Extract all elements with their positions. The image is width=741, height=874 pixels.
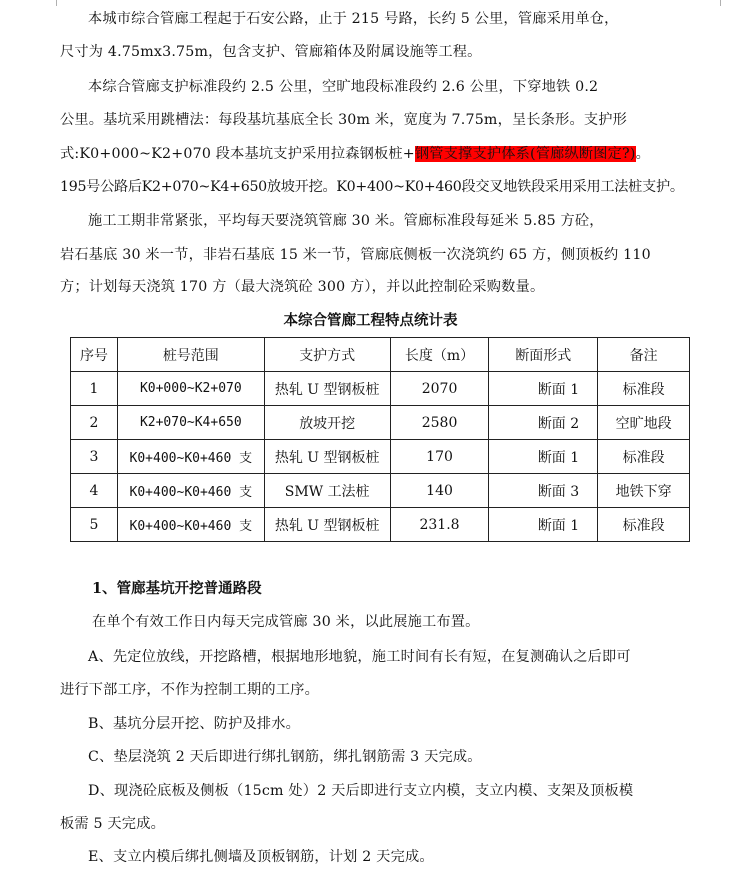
paragraph-2-line-2: 公里。基坑采用跳槽法：每段基坑基底全长 30m 米，宽度为 7.75m，呈长条形。支护形 [60, 112, 628, 128]
header-length: 长度（m） [390, 338, 489, 372]
cell-support-method: 放坡开挖 [264, 406, 390, 440]
paragraph-2-line-3-text: 式:K0+000~K2+070 段本基坑支护采用拉森钢板桩+ [60, 146, 415, 162]
paragraph-3-line-1: 施工工期非常紧张，平均每天要浇筑管廊 30 米。管廊标准段每延米 5.85 方砼， [88, 213, 604, 229]
paragraph-2-line-3 [60, 143, 740, 165]
section-1-item-b: B、基坑分层开挖、防护及排水。 [88, 716, 301, 732]
cell-remark: 标准段 [598, 372, 690, 406]
section-1-item-d-line-1: D、现浇砼底板及侧板（15cm 处）2 天后即进行支立内模，支立内模、支架及顶板模 [88, 783, 634, 799]
cell-station-range: K0+400~K0+460 支 [117, 474, 264, 508]
section-1-intro: 在单个有效工作日内每天完成管廊 30 米，以此展施工布置。 [92, 614, 480, 630]
cell-station-range: K0+400~K0+460 支 [117, 508, 264, 542]
cell-section-type: 断面 1 [489, 372, 598, 406]
cell-index: 1 [71, 372, 118, 406]
cell-support-method: 热轧 U 型钢板桩 [264, 372, 390, 406]
cell-station-range: K2+070~K4+650 [117, 406, 264, 440]
section-1-item-a-line-2: 进行下部工序，不作为控制工期的工序。 [60, 682, 319, 698]
table-header-row [71, 338, 690, 372]
table-row [71, 406, 690, 440]
cell-support-method: SMW 工法桩 [264, 474, 390, 508]
header-station-range: 桩号范围 [117, 338, 264, 372]
cell-support-method: 热轧 U 型钢板桩 [264, 508, 390, 542]
header-section-type: 断面形式 [489, 338, 598, 372]
cell-length: 2070 [390, 372, 489, 406]
cell-section-type: 断面 1 [489, 508, 598, 542]
cell-remark: 地铁下穿 [598, 474, 690, 508]
cell-index: 5 [71, 508, 118, 542]
header-remark: 备注 [598, 338, 690, 372]
paragraph-2-line-4: 195号公路后K2+070~K4+650放坡开挖。K0+400~K0+460段交叉地铁段采用采用工法桩支护。 [60, 179, 684, 195]
cell-section-type: 断面 1 [489, 440, 598, 474]
cell-length: 2580 [390, 406, 489, 440]
cell-remark: 标准段 [598, 440, 690, 474]
cell-index: 2 [71, 406, 118, 440]
cell-length: 170 [390, 440, 489, 474]
paragraph-1-line-1: 本城市综合管廊工程起于石安公路，止于 215 号路，长约 5 公里，管廊采用单仓， [88, 11, 619, 27]
highlighted-comment: 钢管支撑支护体系(管廊纵断图定?) [414, 146, 636, 162]
cell-length: 231.8 [390, 508, 489, 542]
page-corner-mark-left [56, 0, 57, 6]
stats-table [70, 337, 690, 542]
paragraph-1-line-2: 尺寸为 4.75mx3.75m，包含支护、管廊箱体及附属设施等工程。 [60, 44, 482, 60]
paragraph-2-line-3-end: 。 [635, 146, 650, 162]
cell-remark: 标准段 [598, 508, 690, 542]
section-1-item-e: E、支立内模后绑扎侧墙及顶板钢筋，计划 2 天完成。 [88, 849, 434, 865]
cell-index: 3 [71, 440, 118, 474]
cell-station-range: K0+000~K2+070 [117, 372, 264, 406]
cell-index: 4 [71, 474, 118, 508]
table-caption: 本综合管廊工程特点统计表 [283, 312, 458, 329]
table-row [71, 440, 690, 474]
table-row [71, 474, 690, 508]
page-corner-mark-right [720, 0, 721, 6]
paragraph-2-line-1: 本综合管廊支护标准段约 2.5 公里，空旷地段标准段约 2.6 公里，下穿地铁 0.2 [88, 79, 599, 95]
cell-length: 140 [390, 474, 489, 508]
table-row [71, 508, 690, 542]
section-1-item-d-line-2: 板需 5 天完成。 [60, 816, 165, 832]
cell-support-method: 热轧 U 型钢板桩 [264, 440, 390, 474]
header-support-method: 支护方式 [264, 338, 390, 372]
paragraph-3-line-2: 岩石基底 30 米一节，非岩石基底 15 米一节，管廊底侧板一次浇筑约 65 方，侧顶板约 110 [60, 247, 651, 263]
section-1-heading: 1、管廊基坑开挖普通路段 [92, 580, 262, 597]
cell-section-type: 断面 3 [489, 474, 598, 508]
cell-section-type: 断面 2 [489, 406, 598, 440]
table-row [71, 372, 690, 406]
cell-remark: 空旷地段 [598, 406, 690, 440]
section-1-item-c: C、垫层浇筑 2 天后即进行绑扎钢筋，绑扎钢筋需 3 天完成。 [88, 749, 482, 765]
section-1-item-a-line-1: A、先定位放线，开挖路槽，根据地形地貌，施工时间有长有短，在复测确认之后即可 [88, 649, 631, 665]
paragraph-3-line-3: 方；计划每天浇筑 170 方（最大浇筑砼 300 方），并以此控制砼采购数量。 [60, 279, 545, 295]
header-index: 序号 [71, 338, 118, 372]
cell-station-range: K0+400~K0+460 支 [117, 440, 264, 474]
